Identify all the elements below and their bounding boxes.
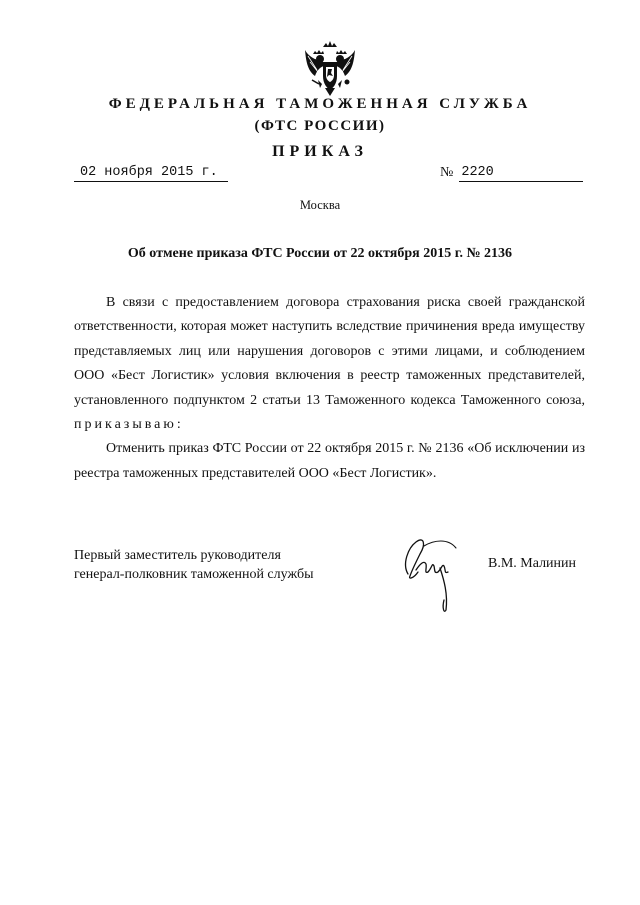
russian-coat-of-arms-icon	[303, 40, 357, 98]
order-number-field	[440, 165, 583, 181]
signer-title-line-1: Первый заместитель руководителя	[74, 548, 281, 563]
order-number: 2220	[459, 165, 583, 182]
agency-name: ФЕДЕРАЛЬНАЯ ТАМОЖЕННАЯ СЛУЖБА	[108, 96, 532, 112]
body-paragraph-1-text: В связи с предоставлением договора страхования риска своей гражданской ответственности, которая может наступить вследствие причинения вреда имуществу представляемых лиц или нарушения договоров с этими лицами, и соблюдением ООО «Бест Логистик» условия включения в реестр таможенных представителей, установленного подпунктом 2 статьи 13 Таможенного кодекса Таможенного союза,	[74, 295, 585, 408]
agency-short-name: (ФТС РОССИИ)	[254, 118, 386, 134]
city: Москва	[299, 198, 341, 212]
body-paragraph-2: Отменить приказ ФТС России от 22 октября 2015 г. № 2136 «Об исключении из реестра таможенных представителей ООО «Бест Логистик».	[74, 441, 585, 481]
number-sign: №	[440, 165, 454, 180]
signer-title-line-2: генерал-полковник таможенной службы	[74, 567, 314, 582]
document-type: ПРИКАЗ	[272, 143, 368, 160]
body-paragraph-1	[74, 291, 585, 437]
order-subject: Об отмене приказа ФТС России от 22 октября 2015 г. № 2136	[127, 246, 513, 261]
order-date: 02 ноября 2015 г.	[74, 165, 228, 182]
order-word: приказываю:	[74, 417, 184, 433]
signer-title	[74, 546, 313, 584]
signer-name: В.М. Малинин	[488, 556, 577, 571]
order-body	[74, 291, 585, 486]
handwritten-signature	[394, 534, 468, 614]
